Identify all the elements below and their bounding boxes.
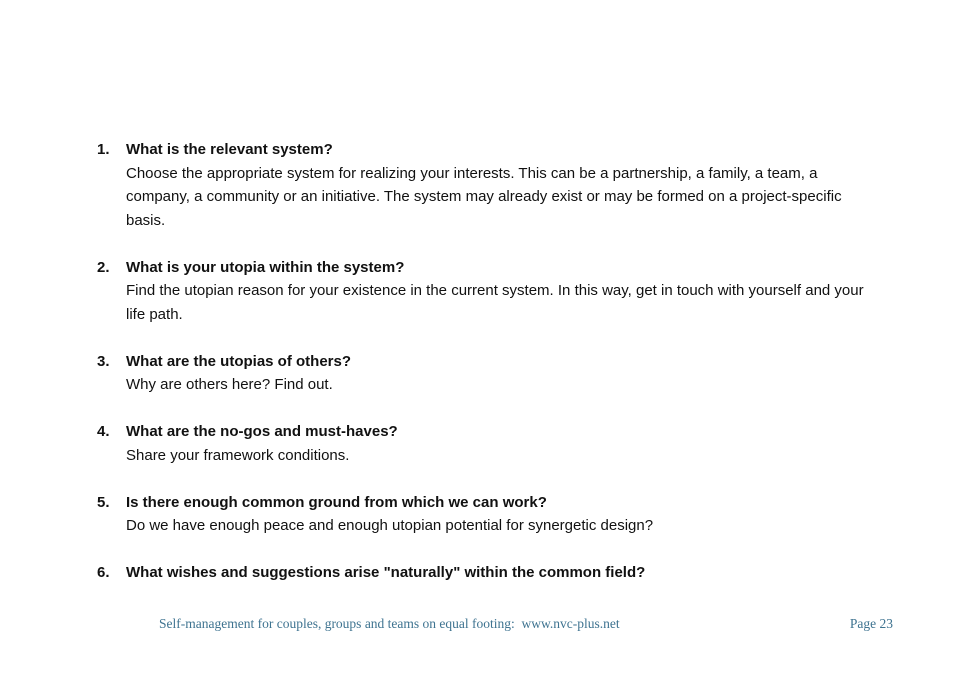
list-item (97, 561, 879, 585)
item-question: What are the utopias of others? (126, 352, 352, 370)
list-item (97, 138, 879, 232)
item-number: 2. (97, 258, 110, 276)
item-text (126, 420, 879, 467)
item-question: Is there enough common ground from which we can work? (126, 493, 547, 511)
item-number: 1. (97, 141, 110, 158)
item-number: 5. (97, 493, 110, 511)
item-text (126, 138, 879, 232)
item-number: 3. (97, 352, 110, 370)
item-question: What is your utopia within the system? (126, 258, 405, 276)
item-question: What are the no-gos and must-haves? (126, 423, 398, 440)
page-footer (0, 615, 960, 635)
item-body: Do we have enough peace and enough utopian potential for synergetic design? (126, 517, 654, 534)
list-item (97, 350, 879, 397)
item-body: Choose the appropriate system for realizing your interests. This can be a partnership, a family, a team, a company, a community or an initiative. The system may already exist or may be formed on a project-specific basis. (126, 164, 842, 229)
item-body: Find the utopian reason for your existence in the current system. In this way, get in touch with yourself and your life path. (126, 282, 864, 323)
page-number: Page 23 (849, 616, 893, 631)
footer-text: Self-management for couples, groups and teams on equal footing: www.nvc-plus.net (159, 616, 620, 631)
list-item (97, 256, 879, 327)
item-question: What wishes and suggestions arise "naturally" within the common field? (126, 564, 646, 581)
item-text (126, 561, 879, 585)
item-text (126, 256, 879, 327)
item-body: Share your framework conditions. (126, 446, 350, 464)
item-question: What is the relevant system? (126, 141, 333, 158)
item-text (126, 350, 879, 397)
list-item (97, 491, 879, 538)
list-item (97, 420, 879, 467)
item-number: 4. (97, 423, 110, 440)
item-body: Why are others here? Find out. (126, 376, 333, 393)
item-text (126, 491, 879, 538)
item-number: 6. (97, 564, 110, 581)
question-list (97, 138, 879, 608)
